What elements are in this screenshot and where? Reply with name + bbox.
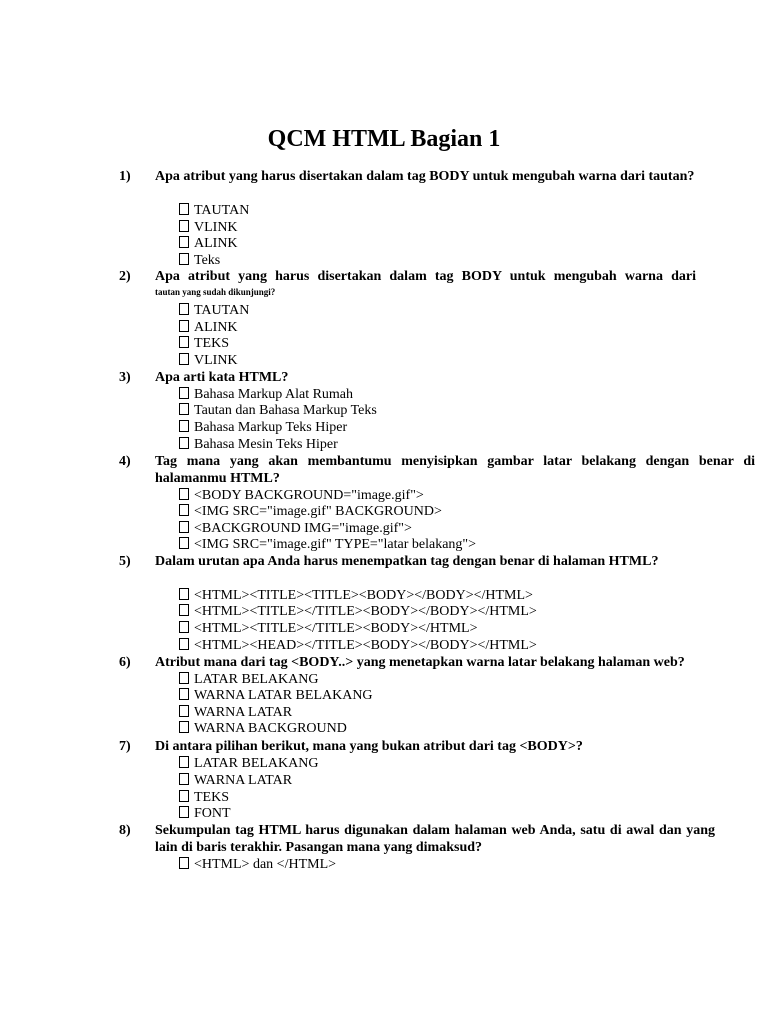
option-item[interactable] <box>179 520 412 537</box>
question-number: 1) <box>119 169 131 184</box>
option-item[interactable] <box>179 720 347 737</box>
checkbox-icon[interactable] <box>179 621 189 633</box>
checkbox-icon[interactable] <box>179 253 189 265</box>
option-label: WARNA LATAR <box>194 773 293 788</box>
option-label: TEKS <box>194 336 229 351</box>
option-label: <HTML><TITLE><TITLE><BODY></BODY></HTML> <box>194 588 533 603</box>
option-item[interactable] <box>179 335 229 352</box>
checkbox-icon[interactable] <box>179 705 189 717</box>
question-text: Sekumpulan tag HTML harus digunakan dalam halaman web Anda, satu di awal dan yang lain di baris terakhir. Pasangan mana yang dimaksud? <box>155 823 715 855</box>
checkbox-icon[interactable] <box>179 336 189 348</box>
option-item[interactable] <box>179 419 347 436</box>
option-label: LATAR BELAKANG <box>194 756 319 771</box>
option-label: WARNA LATAR <box>194 705 293 720</box>
option-label: <HTML><TITLE></TITLE><BODY></HTML> <box>194 621 478 636</box>
question-number: 3) <box>119 370 131 385</box>
question-text-small: tautan yang sudah dikunjungi? <box>155 287 276 297</box>
question-text <box>155 268 696 299</box>
checkbox-icon[interactable] <box>179 488 189 500</box>
document-title: QCM HTML Bagian 1 <box>267 126 501 152</box>
question-text: Di antara pilihan berikut, mana yang bukan atribut dari tag <BODY>? <box>155 739 583 754</box>
option-item[interactable] <box>179 202 249 219</box>
option-item[interactable] <box>179 252 220 269</box>
checkbox-icon[interactable] <box>179 672 189 684</box>
option-label: <HTML><HEAD></TITLE><BODY></BODY></HTML> <box>194 638 537 653</box>
option-item[interactable] <box>179 704 292 721</box>
option-item[interactable] <box>179 235 238 252</box>
option-label: WARNA BACKGROUND <box>194 721 347 736</box>
question-number: 5) <box>119 554 131 569</box>
checkbox-icon[interactable] <box>179 420 189 432</box>
question-text: Apa arti kata HTML? <box>155 370 289 385</box>
option-item[interactable] <box>179 219 238 236</box>
option-label: Bahasa Mesin Teks Hiper <box>194 437 338 452</box>
checkbox-icon[interactable] <box>179 504 189 516</box>
option-item[interactable] <box>179 386 353 403</box>
option-label: WARNA LATAR BELAKANG <box>194 688 373 703</box>
checkbox-icon[interactable] <box>179 537 189 549</box>
option-item[interactable] <box>179 603 537 620</box>
checkbox-icon[interactable] <box>179 790 189 802</box>
checkbox-icon[interactable] <box>179 857 189 869</box>
option-label: TEKS <box>194 790 229 805</box>
option-item[interactable] <box>179 671 318 688</box>
option-item[interactable] <box>179 436 338 453</box>
option-label: Tautan dan Bahasa Markup Teks <box>194 403 377 418</box>
option-item[interactable] <box>179 319 238 336</box>
option-item[interactable] <box>179 503 442 520</box>
option-item[interactable] <box>179 620 477 637</box>
option-label: ALINK <box>194 236 238 251</box>
checkbox-icon[interactable] <box>179 521 189 533</box>
option-label: <BACKGROUND IMG="image.gif"> <box>194 521 412 536</box>
option-item[interactable] <box>179 587 533 604</box>
option-item[interactable] <box>179 755 318 772</box>
checkbox-icon[interactable] <box>179 236 189 248</box>
option-label: TAUTAN <box>194 303 250 318</box>
question-text: Tag mana yang akan membantumu menyisipkan gambar latar belakang dengan benar di halamanmu HTML? <box>155 454 755 486</box>
question-number: 4) <box>119 454 131 469</box>
question-text-line: Apa atribut yang harus disertakan dalam tag BODY untuk mengubah warna dari <box>155 269 696 284</box>
option-label: Teks <box>194 253 221 268</box>
option-item[interactable] <box>179 302 249 319</box>
option-item[interactable] <box>179 772 292 789</box>
option-item[interactable] <box>179 856 336 873</box>
checkbox-icon[interactable] <box>179 403 189 415</box>
option-label: Bahasa Markup Alat Rumah <box>194 387 354 402</box>
option-label: Bahasa Markup Teks Hiper <box>194 420 348 435</box>
option-item[interactable] <box>179 637 537 654</box>
checkbox-icon[interactable] <box>179 638 189 650</box>
checkbox-icon[interactable] <box>179 320 189 332</box>
option-label: FONT <box>194 806 231 821</box>
checkbox-icon[interactable] <box>179 588 189 600</box>
checkbox-icon[interactable] <box>179 437 189 449</box>
checkbox-icon[interactable] <box>179 220 189 232</box>
option-label: TAUTAN <box>194 203 250 218</box>
option-label: LATAR BELAKANG <box>194 672 319 687</box>
checkbox-icon[interactable] <box>179 353 189 365</box>
question-number: 6) <box>119 655 131 670</box>
question-number: 7) <box>119 739 131 754</box>
option-item[interactable] <box>179 487 424 504</box>
option-label: <HTML><TITLE></TITLE><BODY></BODY></HTML> <box>194 604 537 619</box>
question-number: 8) <box>119 823 131 838</box>
question-text: Apa atribut yang harus disertakan dalam tag BODY untuk mengubah warna dari tautan? <box>155 169 695 184</box>
checkbox-icon[interactable] <box>179 756 189 768</box>
checkbox-icon[interactable] <box>179 203 189 215</box>
checkbox-icon[interactable] <box>179 721 189 733</box>
option-label: <IMG SRC="image.gif" TYPE="latar belakang"> <box>194 537 477 552</box>
question-text: Dalam urutan apa Anda harus menempatkan tag dengan benar di halaman HTML? <box>155 554 659 569</box>
option-label: <BODY BACKGROUND="image.gif"> <box>194 488 424 503</box>
question-text: Atribut mana dari tag <BODY..> yang menetapkan warna latar belakang halaman web? <box>155 655 685 670</box>
option-item[interactable] <box>179 805 231 822</box>
checkbox-icon[interactable] <box>179 604 189 616</box>
checkbox-icon[interactable] <box>179 688 189 700</box>
option-label: VLINK <box>194 220 238 235</box>
checkbox-icon[interactable] <box>179 387 189 399</box>
option-item[interactable] <box>179 352 238 369</box>
option-label: <IMG SRC="image.gif" BACKGROUND> <box>194 504 442 519</box>
option-label: <HTML> dan </HTML> <box>194 857 337 872</box>
option-item[interactable] <box>179 536 476 553</box>
option-item[interactable] <box>179 789 229 806</box>
checkbox-icon[interactable] <box>179 806 189 818</box>
option-label: ALINK <box>194 320 238 335</box>
option-item[interactable] <box>179 402 377 419</box>
option-label: VLINK <box>194 353 238 368</box>
checkbox-icon[interactable] <box>179 303 189 315</box>
question-number: 2) <box>119 269 131 284</box>
option-item[interactable] <box>179 687 373 704</box>
checkbox-icon[interactable] <box>179 773 189 785</box>
